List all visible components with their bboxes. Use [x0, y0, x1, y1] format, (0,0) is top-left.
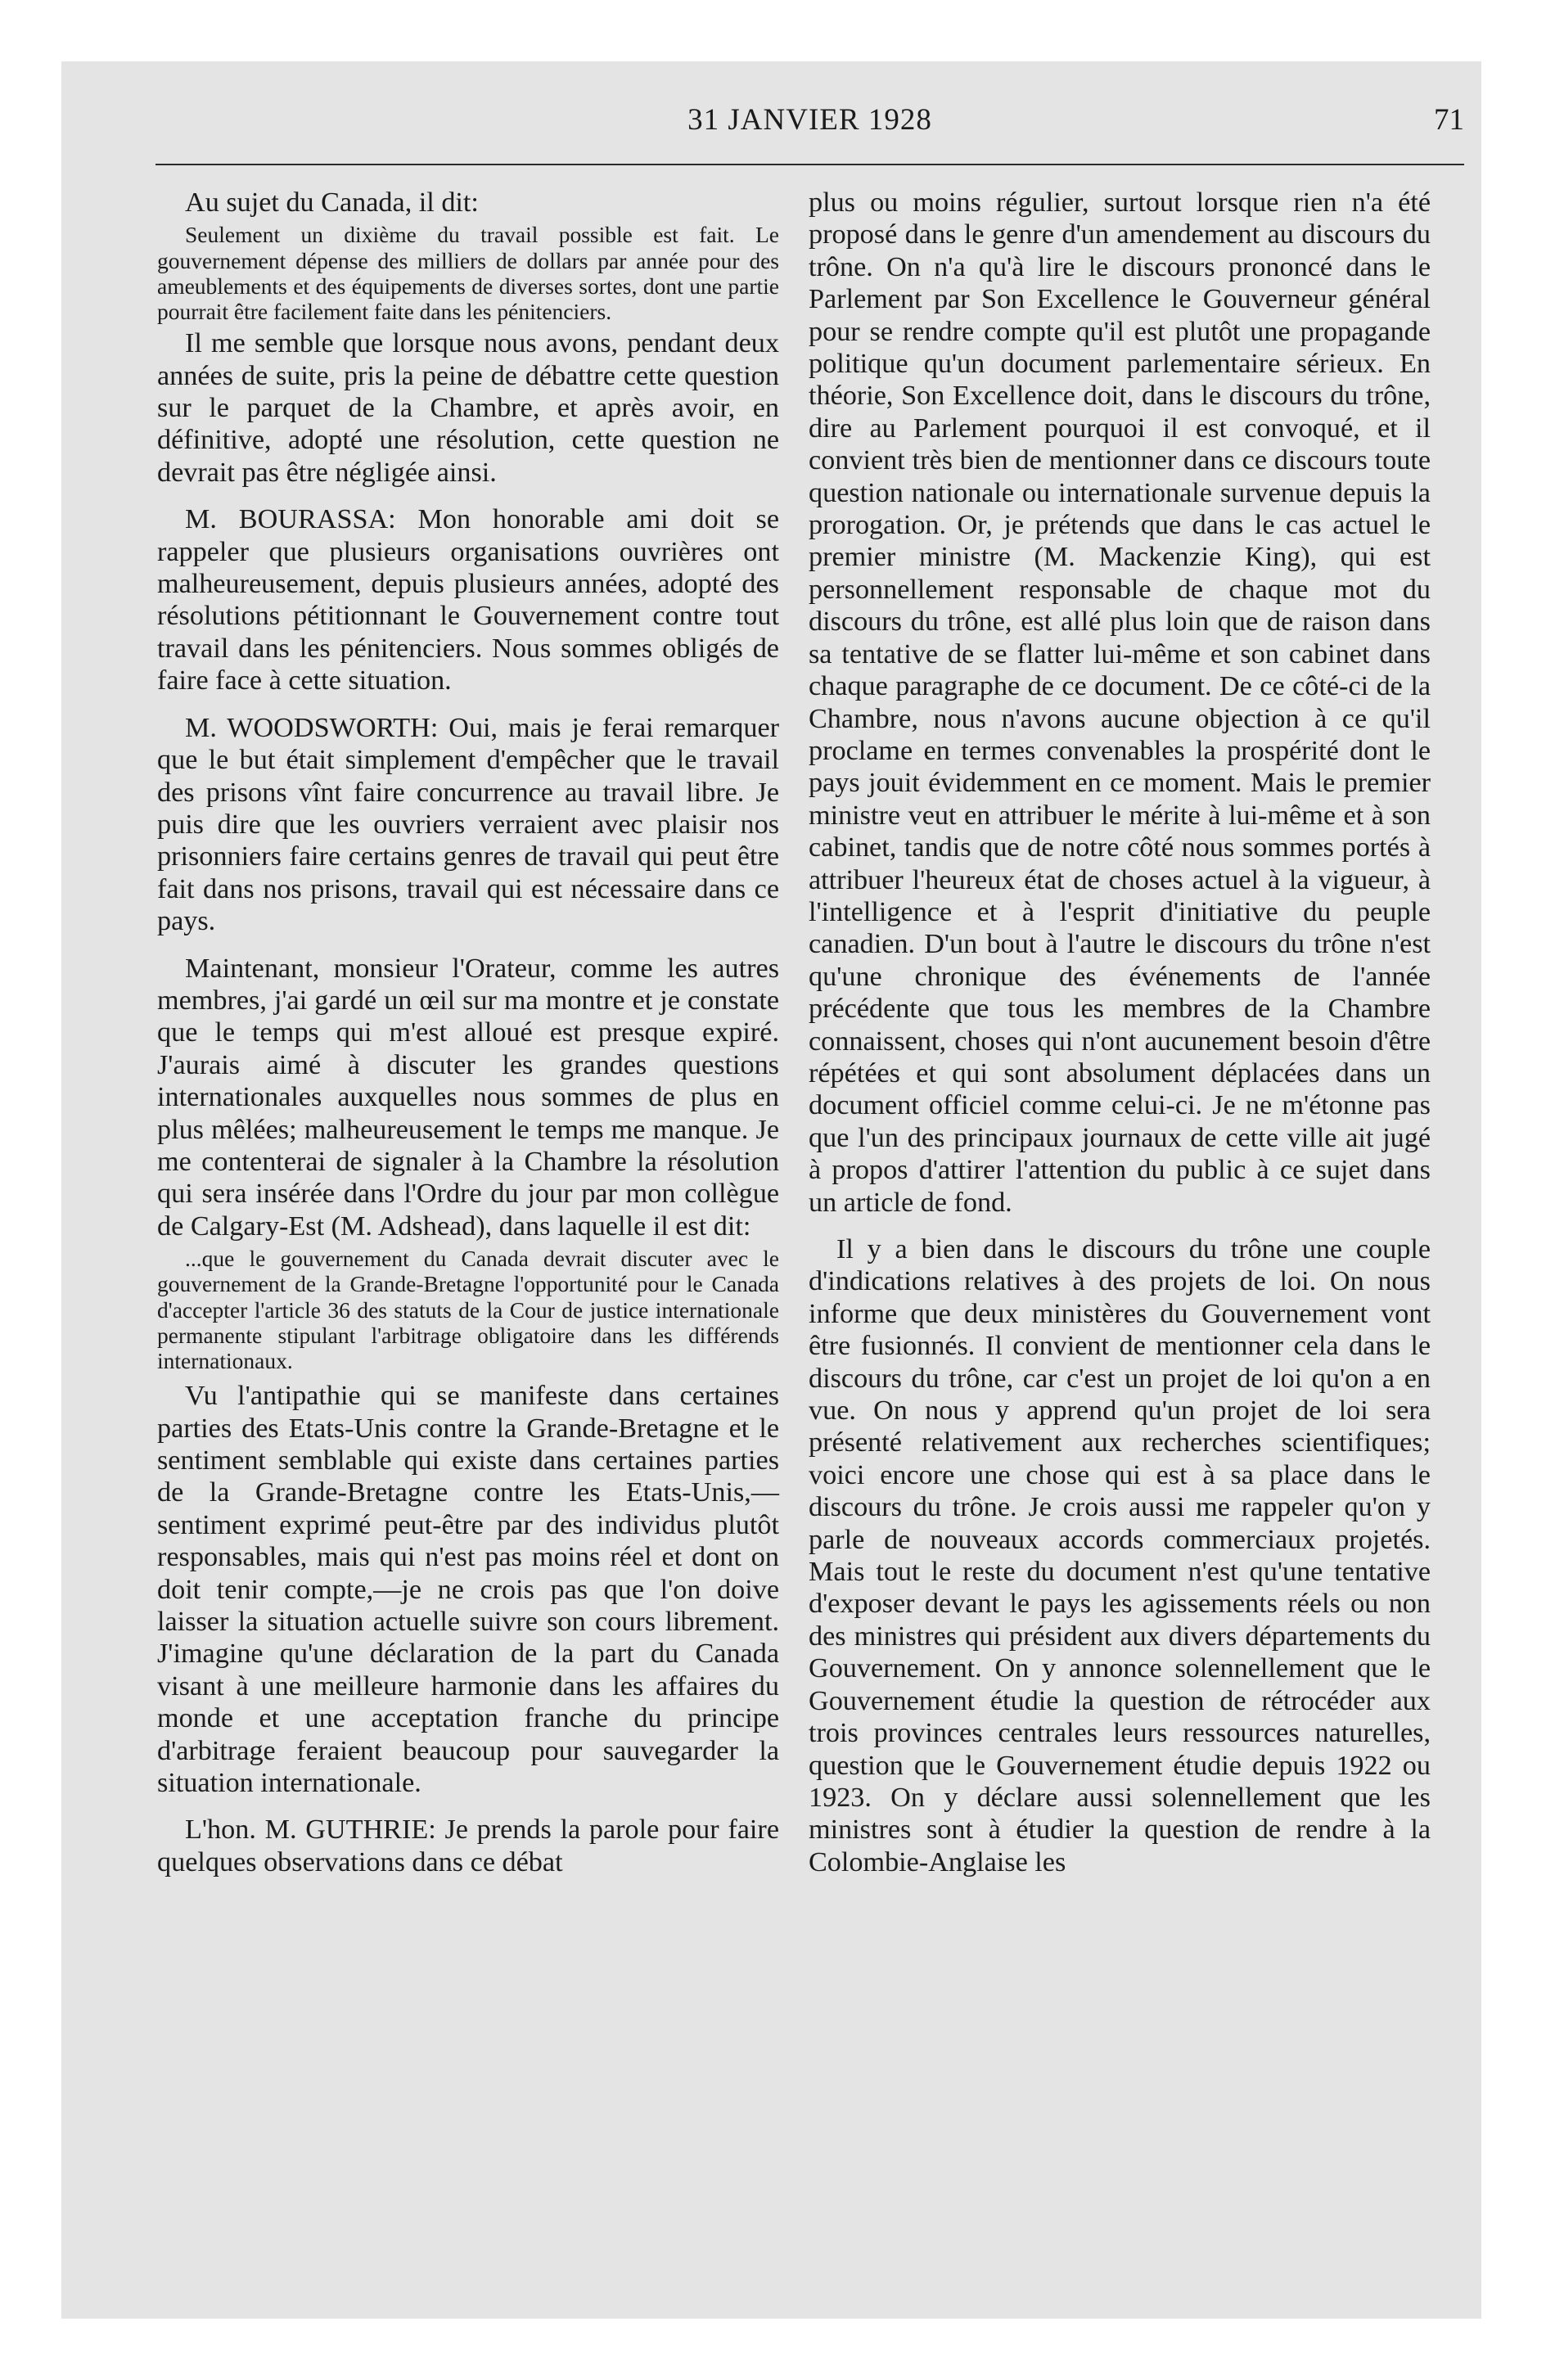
right-paragraph-1: plus ou moins régulier, surtout lorsque rien n'a été proposé dans le genre d'un amendement au discours du trône. On n'a qu'à lire le discours prononcé dans le Parlement par Son Excellence le Gouverneur général pour se rendre compte qu'il est plutôt une propagande politique qu'un document parlementaire sérieux. En théorie, Son Excellence doit, dans le discours du trône, dire au Parlement pourquoi il est convoqué, et il convient très bien de mentionner dans ce discours toute question nationale ou internationale survenue depuis la prorogation. Or, je prétends que dans le cas actuel le premier ministre (M. Mackenzie King), qui est personnellement responsable de chaque mot du discours du trône, est allé plus loin que de raison dans sa tentative de se flatter lui-même et son cabinet dans chaque paragraphe de ce document. De ce côté-ci de la Chambre, nous n'avons aucune objection à ce qu'il proclame en termes convenables la prospérité dont le pays jouit évidemment en ce moment. Mais le premier ministre veut en attribuer le mérite à lui-même et à son cabinet, tandis que de notre côté nous sommes portés à attribuer l'heureux état de choses actuel à la vigueur, à l'intelligence et à l'esprit d'initiative du peuple canadien. D'un bout à l'autre le discours du trône n'est qu'une chronique des événements de l'année précédente que tous les membres de la Chambre connaissent, choses qui n'ont aucunement besoin d'être répétées et qui sont absolument déplacées dans un document officiel comme celui-ci. Je ne m'étonne pas que l'un des principaux journaux de cette ville ait jugé à propos d'attirer l'attention du public à ce sujet dans un article de fond.: [809, 187, 1431, 1218]
speech-bourassa: M. BOURASSA: Mon honorable ami doit se rappeler que plusieurs organisations ouvrières ont malheureusement, depuis plusieurs années, adopté des résolutions pétitionnant le Gouvernement contre tout travail dans les pénitenciers. Nous sommes obligés de faire face à cette situation.: [157, 504, 779, 696]
quoted-excerpt-1: Seulement un dixième du travail possible est fait. Le gouvernement dépense des milliers de dollars par année pour des ameublements et des équipements de diverses sortes, dont une partie pourrait être facilement faite dans les pénitenciers.: [157, 222, 779, 325]
page-number: 71: [1434, 103, 1464, 137]
left-paragraph-6: Vu l'antipathie qui se manifeste dans certaines parties des Etats-Unis contre la Grande-Bretagne et le sentiment semblable qui existe dans certaines parties de la Grande-Bretagne contre les Etats-Unis,—sentiment exprimé peut-être par des individus plutôt responsables, mais qui n'est pas moins réel et dont on doit tenir compte,—je ne crois pas que l'on doive laisser la situation actuelle suivre son cours librement. J'imagine qu'une déclaration de la part du Canada visant à une meilleure harmonie dans les affaires du monde et une acceptation franche du principe d'arbitrage feraient beaucoup pour sauvegarder la situation internationale.: [157, 1381, 779, 1799]
left-paragraph-1: Au sujet du Canada, il dit:: [185, 187, 479, 218]
speech-woodsworth: M. WOODSWORTH: Oui, mais je ferai remarquer que le but était simplement d'empêcher que le travail des prisons vînt faire concurrence au travail libre. Je puis dire que les ouvriers verraient avec plaisir nos prisonniers faire certains genres de travail qui peut être fait dans nos prisons, travail qui est nécessaire dans ce pays.: [157, 712, 779, 937]
header-date: 31 JANVIER 1928: [687, 103, 932, 137]
right-column: [809, 187, 1431, 1878]
header-rule: [156, 164, 1464, 165]
right-paragraph-2: Il y a bien dans le discours du trône une couple d'indications relatives à des projets de loi. On nous informe que deux ministères du Gouvernement vont être fusionnés. Il convient de mentionner cela dans le discours du trône, car c'est un projet de loi qu'on a en vue. On nous y apprend qu'un projet de loi sera présenté relativement aux recherches scientifiques; voici encore une chose qui est à sa place dans le discours du trône. Je crois aussi me rappeler qu'on y parle de nouveaux accords commerciaux projetés. Mais tout le reste du document n'est qu'une tentative d'exposer devant le pays les agissements réels ou non des ministres qui président aux divers départements du Gouvernement. On y annonce solennellement que le Gouvernement étudie la question de rétrocéder aux trois provinces centrales leurs ressources naturelles, question que le Gouvernement étudie depuis 1922 ou 1923. On y déclare aussi solennellement que les ministres sont à étudier la question de rendre à la Colombie-Anglaise les: [809, 1234, 1431, 1877]
page-header: [156, 102, 1464, 151]
quoted-excerpt-2: ...que le gouvernement du Canada devrait discuter avec le gouvernement de la Grande-Bretagne l'opportunité pour le Canada d'accepter l'article 36 des statuts de la Cour de justice internationale permanente stipulant l'arbitrage obligatoire dans les différends internationaux.: [157, 1246, 779, 1373]
speech-guthrie: L'hon. M. GUTHRIE: Je prends la parole pour faire quelques observations dans ce débat: [157, 1814, 779, 1877]
left-paragraph-2: Il me semble que lorsque nous avons, pendant deux années de suite, pris la peine de débattre cette question sur le parquet de la Chambre, et après avoir, en définitive, adopté une résolution, cette question ne devrait pas être négligée ainsi.: [157, 328, 779, 488]
left-paragraph-5: Maintenant, monsieur l'Orateur, comme les autres membres, j'ai gardé un œil sur ma montre et je constate que le temps qui m'est alloué est presque expiré. J'aurais aimé à discuter les grandes questions internationales auxquelles nous sommes de plus en plus mêlées; malheureusement le temps me manque. Je me contenterai de signaler à la Chambre la résolution qui sera insérée dans l'Ordre du jour par mon collègue de Calgary-Est (M. Adshead), dans laquelle il est dit:: [157, 953, 779, 1242]
left-column: [157, 187, 779, 1878]
